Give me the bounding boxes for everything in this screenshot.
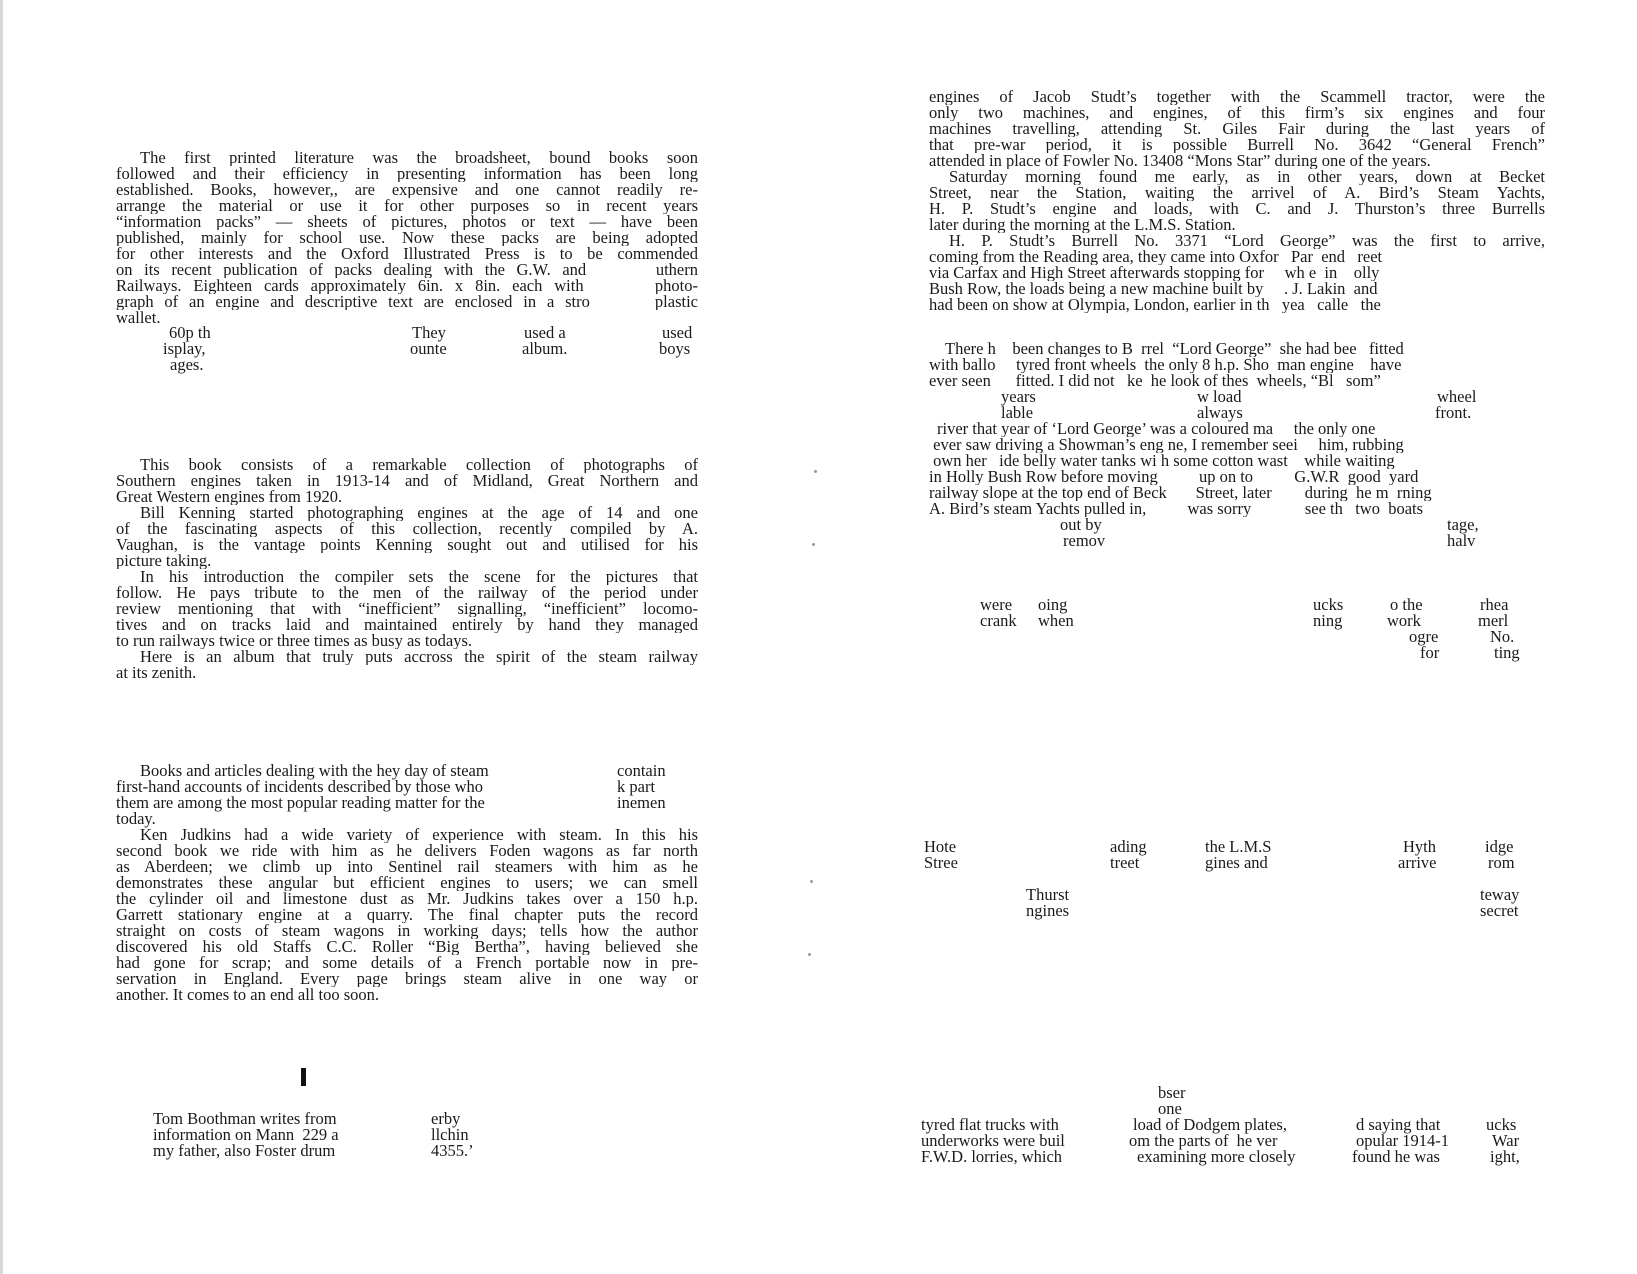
text-line: Garrett stationary engine at a quarry. The final chapter puts the record [116, 906, 698, 923]
text-fragment: teway [1480, 885, 1520, 904]
text-fragment: Hyth [1403, 837, 1436, 856]
text-line: on its recent publication of packs dealing with the G.W. and uthern [116, 261, 698, 278]
text-line: wallet. [116, 309, 161, 326]
text-line: second book we ride with him as he delivers Foden wagons as far north [116, 842, 698, 859]
text-fragment: ogre [1409, 627, 1439, 646]
text-fragment: om the parts of he ver [1129, 1131, 1278, 1150]
text-fragment: ages. [170, 355, 204, 374]
text-fragment: erby [431, 1109, 461, 1128]
text-fragment: underworks were buil [921, 1131, 1065, 1150]
scan-speck [812, 543, 815, 546]
text-fragment: used a [524, 323, 566, 342]
text-fragment: wheel [1437, 387, 1477, 406]
text-fragment: oing [1038, 595, 1068, 614]
text-fragment: ting [1494, 643, 1520, 662]
scan-speck [814, 470, 817, 473]
text-fragment: today. [116, 809, 156, 828]
text-fragment: tage, [1447, 515, 1479, 534]
text-fragment: remov [1063, 531, 1106, 550]
scan-speck [808, 953, 811, 956]
text-line: graph of an engine and descriptive text are enclosed in a stro plastic [116, 293, 698, 310]
text-fragment: first-hand accounts of incidents described by those who [116, 777, 484, 796]
text-fragment: used [662, 323, 693, 342]
text-fragment: album. [522, 339, 568, 358]
text-line: in Holly Bush Row before moving up on to G.W.R good yard [929, 468, 1419, 485]
text-line: at its zenith. [116, 664, 197, 681]
text-fragment: examining more closely [1137, 1147, 1296, 1166]
text-fragment: rhea [1480, 595, 1509, 614]
text-line: established. Books, however,, are expensive and one cannot readily re- [116, 181, 698, 198]
scan-speck [810, 880, 813, 883]
text-line: H. P. Studt’s Burrell No. 3371 “Lord George” was the first to arrive, [949, 232, 1545, 249]
text-fragment: llchin [431, 1125, 469, 1144]
text-fragment: ight, [1490, 1147, 1520, 1166]
text-fragment: 4355.’ [431, 1141, 474, 1160]
text-line: Saturday morning found me early, as in other years, down at Becket [949, 168, 1545, 185]
text-fragment: w load [1197, 387, 1242, 406]
text-fragment: They [412, 323, 446, 342]
text-line: The first printed literature was the broadsheet, bound books soon [140, 149, 698, 166]
text-line: the cylinder oil and limestone dust as Mr. Judkins takes over a 150 h.p. [116, 890, 698, 907]
text-line: Bush Row, the loads being a new machine built by . J. Lakin and [929, 280, 1378, 297]
text-line: Southern engines taken in 1913-14 and of Midland, Great Northern and [116, 472, 698, 489]
text-fragment: lable [1001, 403, 1034, 422]
text-line: via Carfax and High Street afterwards stopping for wh e in olly [929, 264, 1380, 281]
text-fragment: treet [1110, 853, 1140, 872]
text-fragment: merl [1478, 611, 1509, 630]
text-line: servation in England. Every page brings steam alive in one way or [116, 970, 698, 987]
text-fragment: isplay, [163, 339, 206, 358]
text-line: railway slope at the top end of Beck Street, later during he m rning [929, 484, 1432, 501]
judkins-review-paragraph [116, 826, 698, 1006]
text-fragment: crank [980, 611, 1017, 630]
text-fragment: Stree [924, 853, 958, 872]
text-fragment: F.W.D. lorries, which [921, 1147, 1063, 1166]
text-fragment: Books and articles dealing with the hey day of steam [140, 761, 489, 780]
text-fragment: one [1158, 1099, 1182, 1118]
text-line: with ballo tyred front wheels the only 8 h.p. Sho man engine have [929, 356, 1402, 373]
text-line: ever seen fitted. I did not ke he look of thes wheels, “Bl som” [929, 372, 1381, 389]
text-line: to run railways twice or three times as busy as todays. [116, 632, 473, 649]
text-fragment: ucks [1313, 595, 1344, 614]
text-line: Here is an album that truly puts accross the spirit of the steam railway [140, 648, 698, 665]
text-line: had gone for scrap; and some details of a French portable now in pre- [116, 954, 698, 971]
text-fragment: idge [1485, 837, 1514, 856]
section-marker [301, 1068, 306, 1086]
text-line: own her ide belly water tanks wi h some cotton wast while waiting [929, 452, 1395, 469]
text-line: demonstrates these angular but efficient engines to users; we can smell [116, 874, 698, 891]
text-fragment: halv [1447, 531, 1476, 550]
text-fragment: Hote [924, 837, 957, 856]
driver-paragraph [929, 420, 1545, 520]
text-fragment: for [1420, 643, 1440, 662]
right-page [820, 0, 1637, 1274]
text-line: coming from the Reading area, they came into Oxfor Par end reet [929, 248, 1383, 265]
text-fragment: k part [617, 777, 656, 796]
left-page [0, 0, 793, 1274]
text-fragment: ngines [1026, 901, 1070, 920]
text-line: Ken Judkins had a wide variety of experience with steam. In this his [140, 826, 698, 843]
text-line: There h been changes to B rrel “Lord George” she had bee fitted [945, 340, 1404, 357]
text-fragment: found he was [1352, 1147, 1440, 1166]
text-fragment: inemen [617, 793, 666, 812]
text-fragment: work [1387, 611, 1421, 630]
text-fragment: gines and [1205, 853, 1268, 872]
text-line: review mentioning that with “inefficient” signalling, “inefficient” locomo- [116, 600, 698, 617]
text-fragment: always [1197, 403, 1243, 422]
text-line: ever saw driving a Showman’s eng ne, I remember seei him, rubbing [929, 436, 1404, 453]
text-line: as Aberdeen; we climb up into Sentinel rail steamers with him as he [116, 858, 698, 875]
text-line: discovered his old Staffs C.C. Roller “Big Bertha”, having believed she [116, 938, 698, 955]
text-line: straight on costs of steam wagons in working days; tells how the author [116, 922, 698, 939]
text-line: follow. He pays tribute to the men of the railway of the period under [116, 584, 698, 601]
text-fragment: opular 1914-1 [1356, 1131, 1450, 1150]
text-fragment: tyred flat trucks with [921, 1115, 1059, 1134]
text-line: published, mainly for school use. Now these packs are being adopted [116, 229, 698, 246]
text-line: machines travelling, attending St. Giles Fair during the last years of [929, 120, 1545, 137]
text-fragment: ning [1313, 611, 1343, 630]
text-line: only two machines, and engines, of this firm’s six engines and four [929, 104, 1545, 121]
kenning-review-paragraph [116, 456, 698, 686]
text-line: attended in place of Fowler No. 13408 “Mons Star” during one of the years. [929, 152, 1431, 169]
text-line: Great Western engines from 1920. [116, 488, 343, 505]
text-line: A. Bird’s steam Yachts pulled in, was sorry see th two boats [929, 500, 1424, 517]
broadsheet-review-paragraph [116, 149, 698, 329]
text-line: arrange the material or use it for other purposes so in recent years [116, 197, 698, 214]
fair-report-paragraph [929, 88, 1545, 328]
text-fragment: ounte [410, 339, 447, 358]
text-line: river that year of ‘Lord George’ was a coloured ma the only one [937, 420, 1376, 437]
text-fragment: contain [617, 761, 666, 780]
text-line: picture taking. [116, 552, 212, 569]
text-line: Bill Kenning started photographing engines at the age of 14 and one [140, 504, 698, 521]
text-line: for other interests and the Oxford Illustrated Press is to be commended [116, 245, 698, 262]
text-fragment: them are among the most popular reading matter for the [116, 793, 485, 812]
text-fragment: secret [1480, 901, 1519, 920]
text-line: In his introduction the compiler sets the scene for the pictures that [140, 568, 698, 585]
text-fragment: my father, also Foster drum [153, 1141, 336, 1160]
text-fragment: Thurst [1026, 885, 1070, 904]
text-line: Vaughan, is the vantage points Kenning sought out and utilised for his [116, 536, 698, 553]
text-fragment: arrive [1398, 853, 1437, 872]
text-fragment: o the [1390, 595, 1423, 614]
text-line: This book consists of a remarkable collection of photographs of [140, 456, 698, 473]
text-fragment: when [1038, 611, 1074, 630]
text-fragment: ading [1110, 837, 1147, 856]
text-fragment: boys [659, 339, 691, 358]
text-fragment: No. [1490, 627, 1515, 646]
text-fragment: front. [1435, 403, 1472, 422]
text-line: of the fascinating aspects of this collection, recently compiled by A. [116, 520, 698, 537]
text-line: engines of Jacob Studt’s together with the Scammell tractor, were the [929, 88, 1545, 105]
text-fragment: out by [1060, 515, 1102, 534]
text-fragment: War [1492, 1131, 1520, 1150]
text-fragment: were [980, 595, 1013, 614]
text-fragment: 60p th [169, 323, 211, 342]
text-line: later during the morning at the L.M.S. Station. [929, 216, 1236, 233]
text-fragment: years [1001, 387, 1036, 406]
text-line: “information packs” — sheets of pictures, photos or text — have been [116, 213, 698, 230]
text-fragment: load of Dodgem plates, [1133, 1115, 1287, 1134]
text-line: H. P. Studt’s engine and loads, with C. and J. Thurston’s three Burrells [929, 200, 1545, 217]
text-line: another. It comes to an end all too soon. [116, 986, 380, 1003]
text-fragment: bser [1158, 1083, 1186, 1102]
text-fragment: ucks [1486, 1115, 1517, 1134]
text-line: tives and on tracks laid and maintained entirely by hand they managed [116, 616, 698, 633]
text-line: that pre-war period, it is possible Burrell No. 3642 “General French” [929, 136, 1545, 153]
text-fragment: Tom Boothman writes from [153, 1109, 337, 1128]
text-fragment: rom [1488, 853, 1515, 872]
text-line: had been on show at Olympia, London, earlier in th yea calle the [929, 296, 1381, 313]
text-fragment: the L.M.S [1205, 837, 1272, 856]
text-line: Railways. Eighteen cards approximately 6in. x 8in. each with photo- [116, 277, 698, 294]
text-line: followed and their efficiency in presenting information has been long [116, 165, 698, 182]
text-fragment: d saying that [1356, 1115, 1441, 1134]
text-line: Street, near the Station, waiting the arrivel of A. Bird’s Steam Yachts, [929, 184, 1545, 201]
text-fragment: information on Mann 229 a [153, 1125, 339, 1144]
